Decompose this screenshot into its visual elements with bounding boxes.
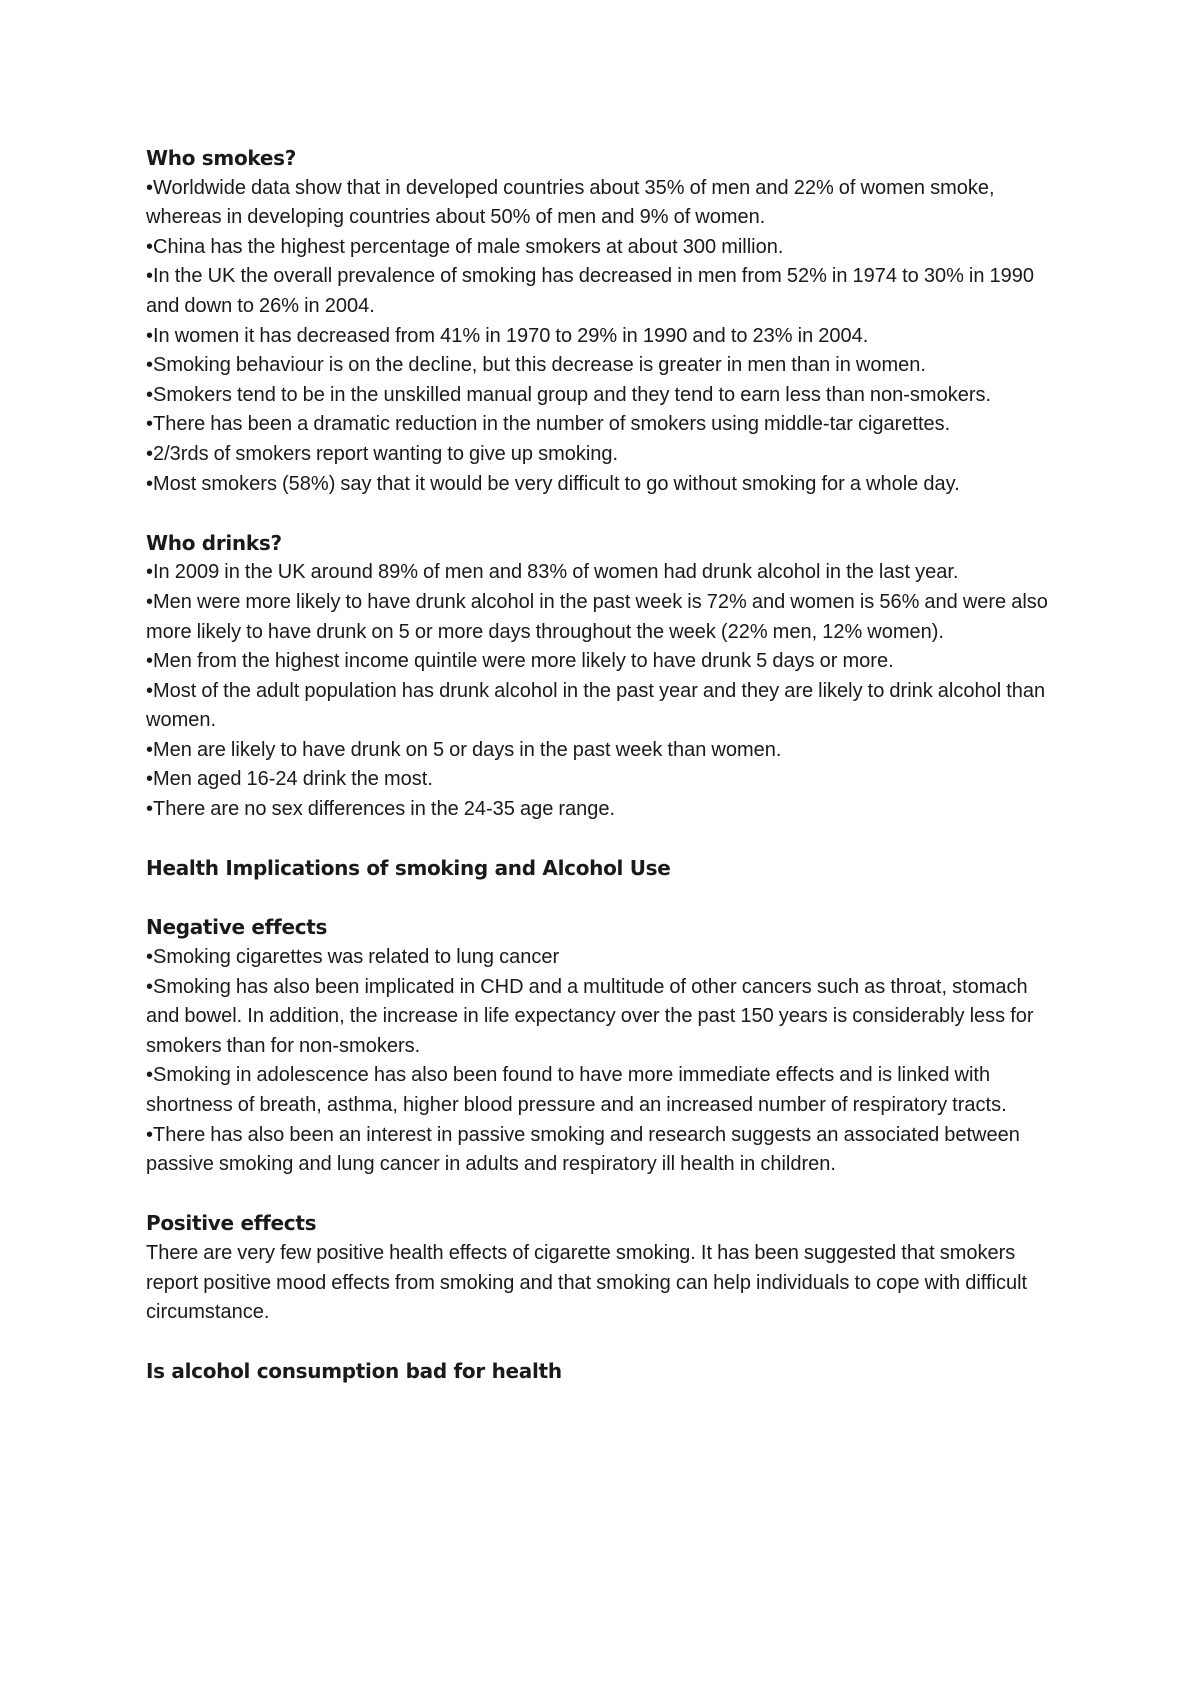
list-item: •There are no sex differences in the 24-35 age range. (146, 798, 616, 821)
list-item: •Smoking in adolescence has also been found to have more immediate effects and is linked with shortness of breath, asthma, higher blood pressure and an increased number of respiratory tracts. (146, 1064, 1007, 1116)
spacer (146, 499, 1066, 529)
list-item: •Most smokers (58%) say that it would be very difficult to go without smoking for a whole day. (146, 472, 960, 495)
list-item: •Men were more likely to have drunk alcohol in the past week is 72% and women is 56% and were also more likely to have drunk on 5 or more days throughout the week (22% men, 12% women). (146, 590, 1048, 643)
spacer (146, 1328, 1066, 1358)
list-item: •There has also been an interest in passive smoking and research suggests an associated between passive smoking and lung cancer in adults and respiratory ill health in children. (146, 1123, 1020, 1176)
list-item: •In 2009 in the UK around 89% of men and 83% of women had drunk alcohol in the last year. (146, 561, 959, 584)
list-item: •China has the highest percentage of male smokers at about 300 million. (146, 235, 784, 258)
document-page (146, 144, 1066, 1387)
spacer (146, 825, 1066, 855)
list-item: •Smoking cigarettes was related to lung cancer (146, 946, 560, 969)
spacer (146, 884, 1066, 914)
section-positive-effects (146, 1209, 1066, 1327)
section-heading: Negative effects (146, 915, 328, 940)
section-who-drinks (146, 529, 1066, 825)
paragraph: There are very few positive health effects of cigarette smoking. It has been suggested that smokers report positive mood effects from smoking and that smoking can help individuals to cope with difficult circumstance. (146, 1241, 1028, 1324)
section-heading: Who drinks? (146, 530, 282, 555)
section-heading: Who smokes? (146, 146, 297, 170)
list-item: •2/3rds of smokers report wanting to give up smoking. (146, 442, 619, 465)
list-item: •In women it has decreased from 41% in 1970 to 29% in 1990 and to 23% in 2004. (146, 324, 869, 347)
section-heading: Positive effects (146, 1211, 317, 1236)
section-negative-effects (146, 913, 1066, 1179)
list-item: •Worldwide data show that in developed countries about 35% of men and 22% of women smoke, whereas in developing countries about 50% of men and 9% of women. (146, 176, 995, 229)
list-item: •Smokers tend to be in the unskilled manual group and they tend to earn less than non-smokers. (146, 383, 992, 406)
list-item: •There has been a dramatic reduction in the number of smokers using middle-tar cigarettes. (146, 413, 951, 436)
list-item: •In the UK the overall prevalence of smoking has decreased in men from 52% in 1974 to 30% in 1990 and down to 26% in 2004. (146, 265, 1035, 317)
list-item: •Men aged 16-24 drink the most. (146, 768, 433, 791)
list-item: •Most of the adult population has drunk alcohol in the past year and they are likely to drink alcohol than women. (146, 679, 1046, 732)
list-item: •Smoking behaviour is on the decline, but this decrease is greater in men than in women. (146, 354, 926, 377)
section-who-smokes (146, 144, 1066, 499)
list-item: •Men from the highest income quintile were more likely to have drunk 5 days or more. (146, 650, 894, 673)
list-item: •Smoking has also been implicated in CHD and a multitude of other cancers such as throat, stomach and bowel. In addition, the increase in life expectancy over the past 150 years is considerably less for smokers than for non-smokers. (146, 975, 1034, 1057)
section-heading-health-implications: Health Implications of smoking and Alcohol Use (146, 856, 671, 881)
spacer (146, 1180, 1066, 1210)
section-heading-alcohol-bad: Is alcohol consumption bad for health (146, 1359, 562, 1384)
list-item: •Men are likely to have drunk on 5 or days in the past week than women. (146, 738, 782, 761)
